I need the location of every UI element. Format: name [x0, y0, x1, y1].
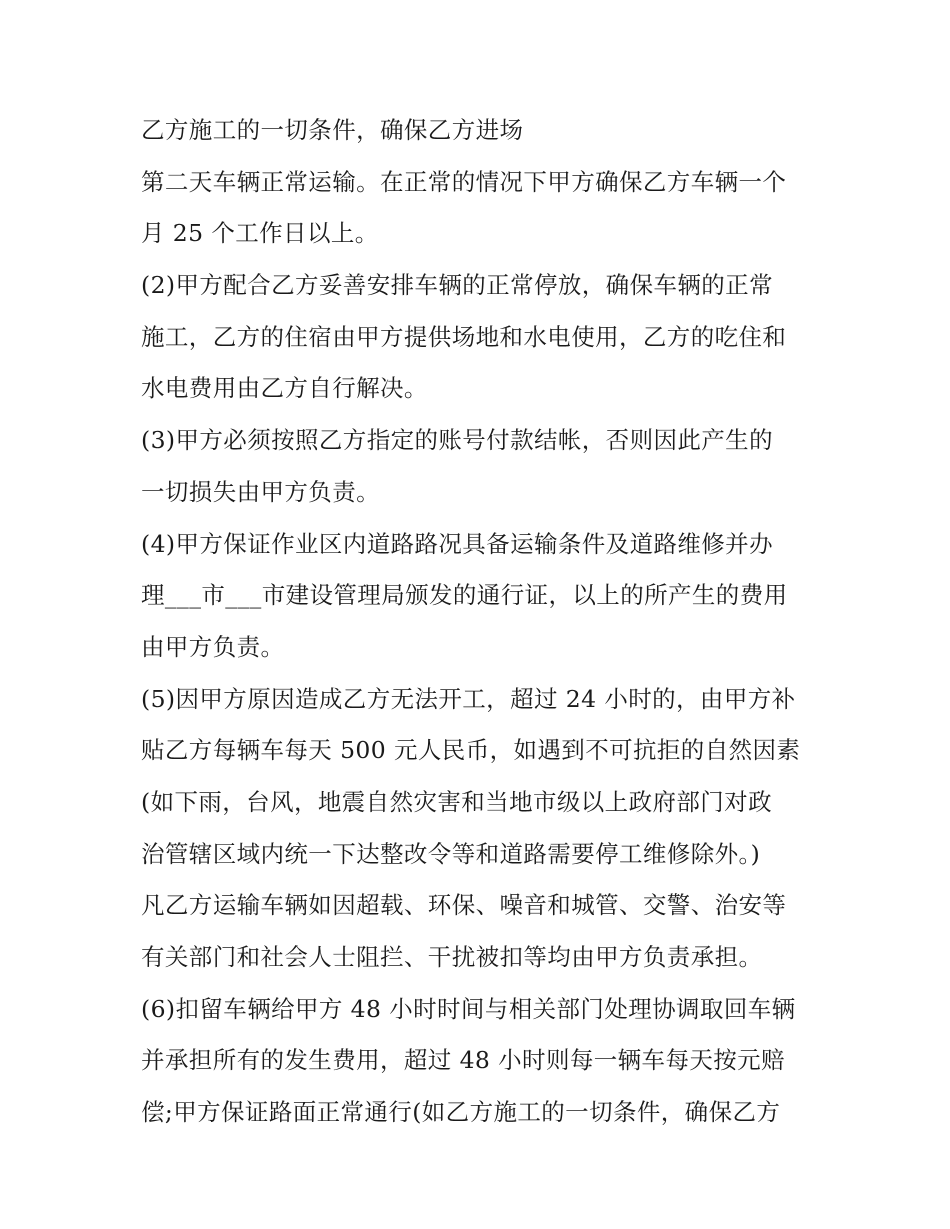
text-line: 凡乙方运输车辆如因超载、环保、噪音和城管、交警、治安等: [141, 891, 787, 920]
text-line: (6)扣留车辆给甲方 48 小时时间与相关部门处理协调取回车辆: [141, 994, 796, 1023]
text-line: (如下雨，台风，地震自然灾害和当地市级以上政府部门对政: [141, 787, 772, 816]
text-line: (2)甲方配合乙方妥善安排车辆的正常停放，确保车辆的正常: [141, 271, 773, 300]
text-line: 月 25 个工作日以上。: [141, 219, 379, 248]
text-line: 有关部门和社会人士阻拦、干扰被扣等均由甲方负责承担。: [141, 943, 763, 971]
text-line: 施工，乙方的住宿由甲方提供场地和水电使用，乙方的吃住和: [141, 322, 787, 351]
text-line: 一切损失由甲方负责。: [141, 477, 380, 506]
contract-text: [141, 108, 841, 1142]
text-line: 治管辖区域内统一下达整改令等和道路需要停工维修除外。): [141, 839, 761, 868]
text-line: (3)甲方必须按照乙方指定的账号付款结帐，否则因此产生的: [141, 426, 773, 455]
text-line: 第二天车辆正常运输。在正常的情况下甲方确保乙方车辆一个: [141, 167, 787, 196]
text-line: 理___市___市建设管理局颁发的通行证，以上的所产生的费用: [141, 581, 788, 610]
text-line: 偿;甲方保证路面正常通行(如乙方施工的一切条件，确保乙方: [141, 1098, 781, 1127]
text-line: 水电费用由乙方自行解决。: [141, 374, 428, 403]
text-line: 由甲方负责。: [141, 632, 285, 661]
text-line: (5)因甲方原因造成乙方无法开工，超过 24 小时的，由甲方补: [141, 684, 796, 713]
text-line: 并承担所有的发生费用，超过 48 小时则每一辆车每天按元赔: [141, 1046, 785, 1075]
text-line: 贴乙方每辆车每天 500 元人民币，如遇到不可抗拒的自然因素: [141, 736, 801, 765]
text-line: (4)甲方保证作业区内道路路况具备运输条件及道路维修并办: [141, 529, 773, 558]
text-line: 乙方施工的一切条件，确保乙方进场: [141, 116, 524, 144]
